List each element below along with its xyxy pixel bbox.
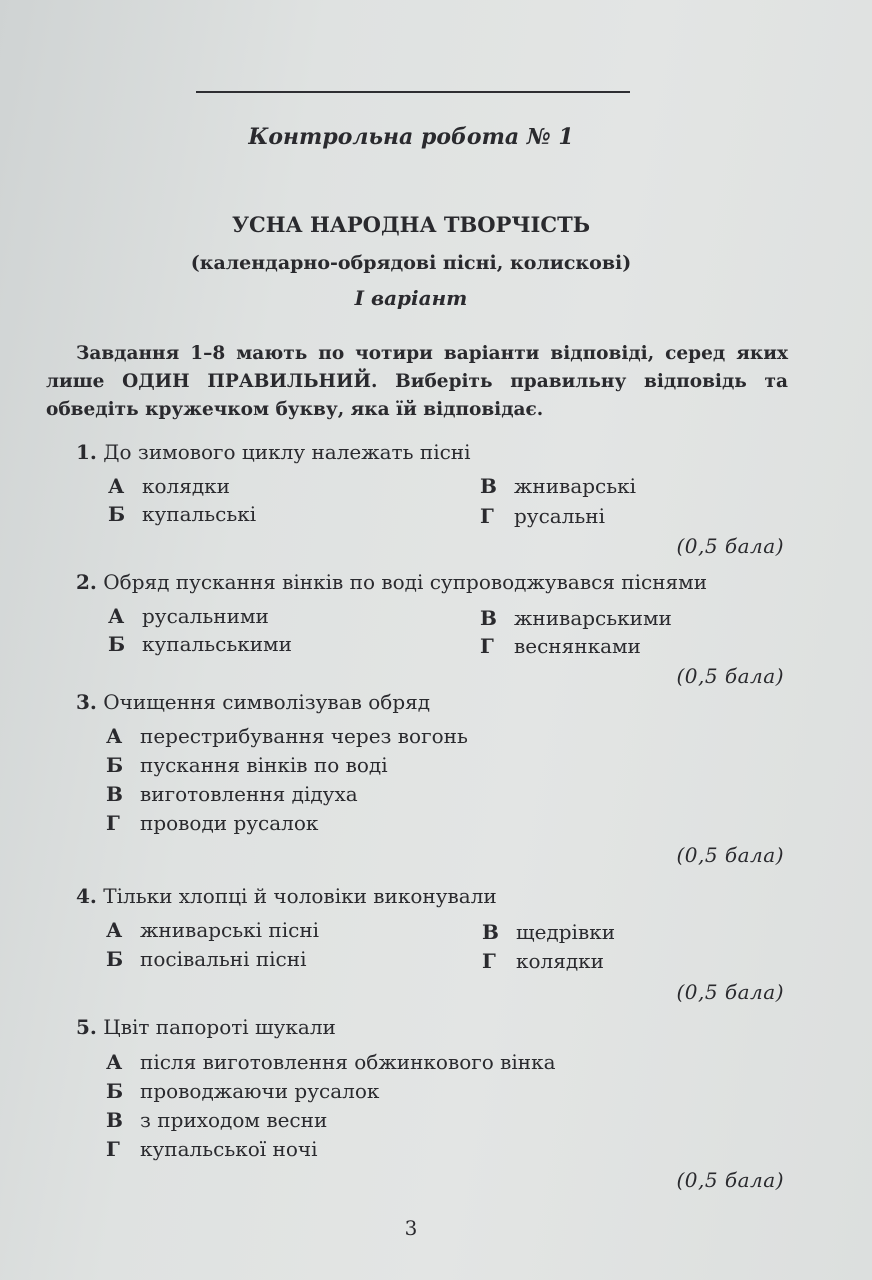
option-h <box>106 1137 318 1161</box>
option-v <box>480 474 636 498</box>
option-text: перестрибування через вогонь <box>140 724 468 748</box>
option-b <box>106 753 388 777</box>
option-a <box>106 1050 556 1074</box>
option-text: колядки <box>142 474 231 498</box>
option-letter: А <box>106 1050 123 1074</box>
option-letter: Б <box>106 1079 124 1103</box>
option-letter: А <box>108 474 125 498</box>
question-number: 5. <box>76 1015 97 1039</box>
question-number: 4. <box>76 884 97 908</box>
top-rule <box>196 91 630 93</box>
option-text: виготовлення дідуха <box>140 782 358 806</box>
option-letter: А <box>106 918 123 942</box>
option-text: пускання вінків по воді <box>140 753 388 777</box>
points: (0,5 бала) <box>676 534 784 558</box>
option-letter: Б <box>106 753 124 777</box>
option-letter: Б <box>106 947 124 971</box>
question-number: 1. <box>76 440 97 464</box>
question-number: 2. <box>76 570 97 594</box>
option-letter: В <box>480 474 497 498</box>
option-a <box>106 724 468 748</box>
option-text: купальської ночі <box>140 1137 318 1161</box>
option-v <box>106 1108 327 1132</box>
question-text: Цвіт папороті шукали <box>103 1015 336 1039</box>
option-letter: Б <box>108 502 126 526</box>
option-letter: В <box>480 606 497 630</box>
instructions: Завдання 1–8 мають по чотири варіанти відповіді, серед яких лише ОДИН ПРАВИЛЬНИЙ. Виберіть правильну відповідь та обведіть кружечком букву, яка їй відповідає. <box>46 343 788 420</box>
points: (0,5 бала) <box>676 664 784 688</box>
option-letter: Г <box>106 1137 120 1161</box>
option-b <box>106 1079 379 1103</box>
option-h <box>480 634 641 658</box>
option-text: купальські <box>142 502 257 526</box>
option-letter: Г <box>480 634 494 658</box>
option-letter: В <box>106 1108 123 1132</box>
option-text: жниварськими <box>514 606 672 630</box>
option-h <box>482 949 604 973</box>
option-text: посівальні пісні <box>140 947 307 971</box>
option-v <box>480 606 672 630</box>
option-text: колядки <box>516 949 605 973</box>
option-letter: Б <box>108 632 126 656</box>
question-text: До зимового циклу належать пісні <box>103 440 471 464</box>
option-text: жниварські <box>514 474 637 498</box>
option-text: веснянками <box>514 634 641 658</box>
option-a <box>108 604 269 628</box>
question-text: Тільки хлопці й чоловіки виконували <box>103 884 497 908</box>
page-number: 3 <box>404 1216 418 1240</box>
option-b <box>108 632 292 656</box>
question-number: 3. <box>76 690 97 714</box>
section-subtitle: (календарно-обрядові пісні, колискові) <box>190 252 632 274</box>
option-v <box>106 782 358 806</box>
option-text: купальськими <box>142 632 292 656</box>
option-v <box>482 920 615 944</box>
question-3 <box>76 690 430 714</box>
option-text: жниварські пісні <box>140 918 320 942</box>
question-text: Обряд пускання вінків по воді супроводжувався піснями <box>103 570 708 594</box>
option-b <box>106 947 306 971</box>
option-h <box>480 504 605 528</box>
option-h <box>106 811 318 835</box>
question-4 <box>76 884 497 908</box>
option-text: з приходом весни <box>140 1108 328 1132</box>
option-text: русальними <box>142 604 269 628</box>
option-text: після виготовлення обжинкового вінка <box>140 1050 556 1074</box>
option-letter: В <box>106 782 123 806</box>
work-title: Контрольна робота № 1 <box>248 124 574 150</box>
question-2 <box>76 570 707 594</box>
option-letter: Г <box>480 504 494 528</box>
question-5 <box>76 1015 336 1039</box>
points: (0,5 бала) <box>676 980 784 1004</box>
variant-label: І варіант <box>354 286 468 310</box>
option-letter: Г <box>106 811 120 835</box>
option-a <box>106 918 319 942</box>
option-text: проводи русалок <box>140 811 319 835</box>
option-b <box>108 502 256 526</box>
option-a <box>108 474 230 498</box>
section-title: УСНА НАРОДНА ТВОРЧІСТЬ <box>231 212 591 237</box>
option-letter: В <box>482 920 499 944</box>
question-1 <box>76 440 471 464</box>
option-letter: Г <box>482 949 496 973</box>
points: (0,5 бала) <box>676 843 784 867</box>
option-text: русальні <box>514 504 606 528</box>
option-text: проводжаючи русалок <box>140 1079 380 1103</box>
question-text: Очищення символізував обряд <box>103 690 431 714</box>
points: (0,5 бала) <box>676 1168 784 1192</box>
option-letter: А <box>106 724 123 748</box>
option-letter: А <box>108 604 125 628</box>
option-text: щедрівки <box>516 920 616 944</box>
